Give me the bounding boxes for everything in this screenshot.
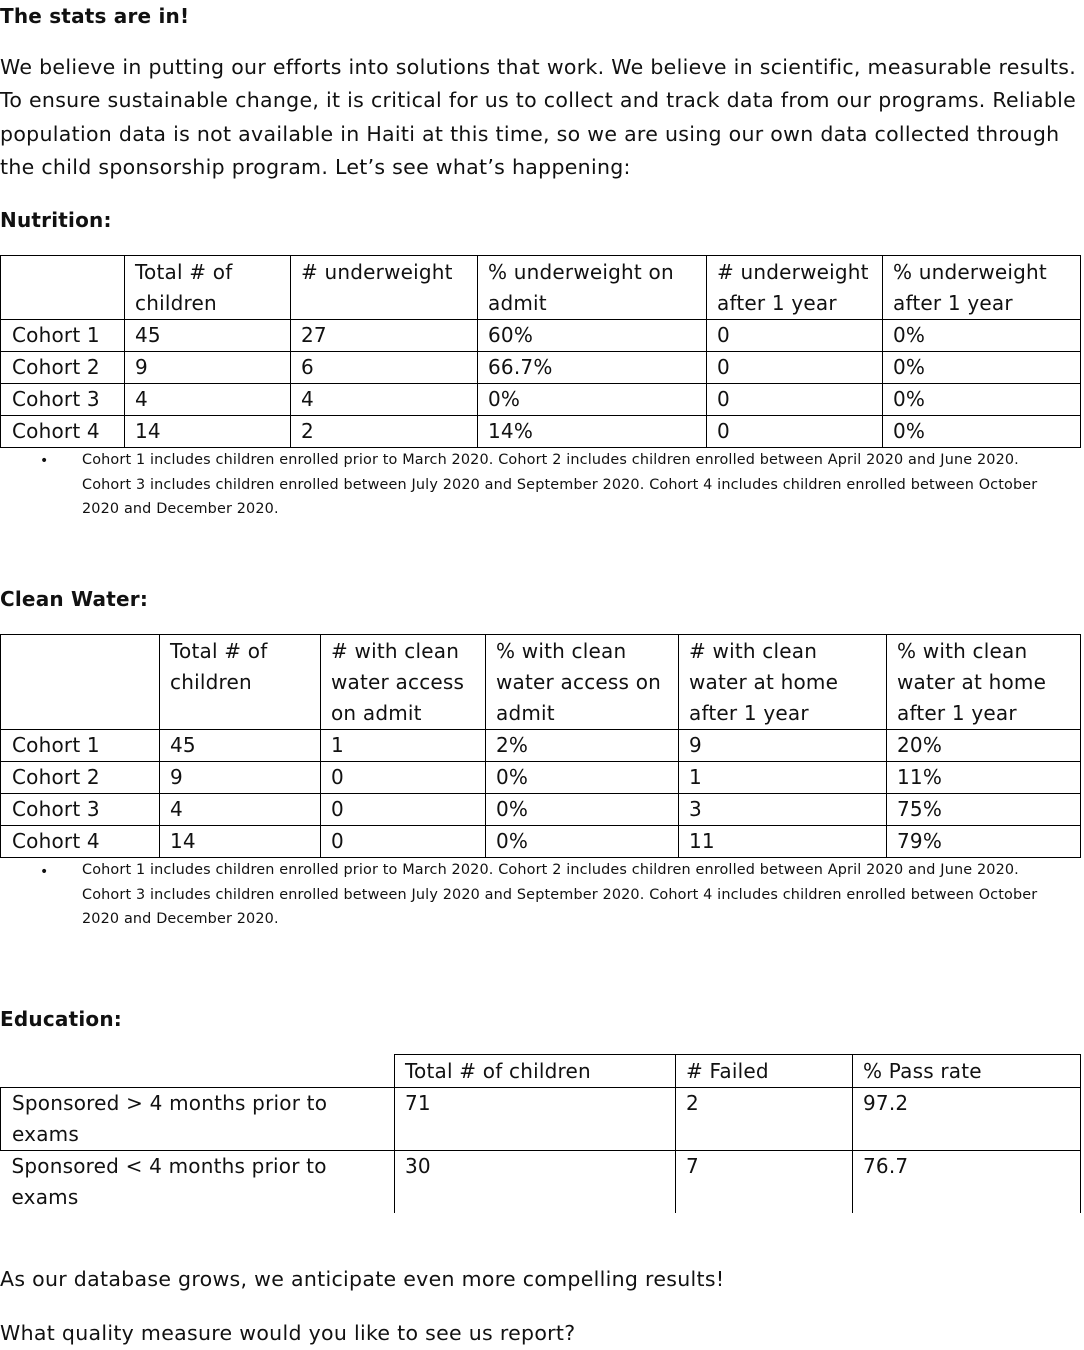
table-header-cell: % Pass rate: [853, 1055, 1081, 1088]
table-row: [1, 384, 1081, 416]
row-label: Cohort 2: [1, 762, 160, 794]
table-cell: 45: [125, 320, 291, 352]
table-row: [1, 762, 1081, 794]
table-cell: 0: [707, 352, 883, 384]
nutrition-heading: Nutrition:: [0, 208, 112, 232]
row-label: Cohort 4: [1, 416, 125, 448]
table-header-row: [1, 256, 1081, 320]
question-paragraph: What quality measure would you like to see us report?: [0, 1321, 576, 1345]
table-cell: 1: [321, 730, 486, 762]
table-header-cell: % underweight on admit: [478, 256, 707, 320]
table-cell: 11: [679, 826, 887, 858]
table-cell: 79%: [887, 826, 1081, 858]
table-row: [1, 1088, 1081, 1151]
table-header-cell: # with clean water at home after 1 year: [679, 635, 887, 730]
table-cell: 76.7: [853, 1151, 1081, 1214]
table-header-cell: [1, 635, 160, 730]
table-cell: 0%: [883, 320, 1081, 352]
table-cell: 2%: [486, 730, 679, 762]
table-cell: 0: [707, 416, 883, 448]
row-label: Sponsored < 4 months prior to exams: [1, 1151, 395, 1214]
row-label: Sponsored > 4 months prior to exams: [1, 1088, 395, 1151]
table-header-cell: [1, 1055, 395, 1088]
water-table: [0, 634, 1081, 858]
table-cell: 71: [395, 1088, 676, 1151]
table-row: [1, 826, 1081, 858]
water-heading: Clean Water:: [0, 587, 149, 611]
table-header-cell: Total # of children: [395, 1055, 676, 1088]
water-footnote: Cohort 1 includes children enrolled prior to March 2020. Cohort 2 includes children enrolled between April 2020 and June 2020. Cohort 3 includes children enrolled between July 2020 and September 2020. Cohort 4 includes children enrolled between October 2020 and December 2020.: [82, 862, 1038, 927]
table-cell: 97.2: [853, 1088, 1081, 1151]
table-cell: 14: [160, 826, 321, 858]
table-cell: 4: [125, 384, 291, 416]
table-cell: 2: [291, 416, 478, 448]
table-header-cell: # underweight: [291, 256, 478, 320]
page-title: The stats are in!: [0, 4, 190, 28]
table-cell: 6: [291, 352, 478, 384]
table-header-cell: # Failed: [676, 1055, 853, 1088]
table-cell: 14%: [478, 416, 707, 448]
table-cell: 30: [395, 1151, 676, 1214]
table-cell: 2: [676, 1088, 853, 1151]
education-table: [0, 1054, 1081, 1213]
table-cell: 20%: [887, 730, 1081, 762]
row-label: Cohort 3: [1, 384, 125, 416]
nutrition-footnote: Cohort 1 includes children enrolled prior to March 2020. Cohort 2 includes children enrolled between April 2020 and June 2020. Cohort 3 includes children enrolled between July 2020 and September 2020. Cohort 4 includes children enrolled between October 2020 and December 2020.: [82, 452, 1038, 517]
table-row: [1, 1151, 1081, 1214]
table-header-row: [1, 635, 1081, 730]
bullet-icon: •: [40, 864, 49, 880]
table-cell: 3: [679, 794, 887, 826]
table-cell: 14: [125, 416, 291, 448]
table-row: [1, 794, 1081, 826]
bullet-icon: •: [40, 453, 49, 469]
table-cell: 11%: [887, 762, 1081, 794]
table-header-cell: Total # of children: [125, 256, 291, 320]
row-label: Cohort 2: [1, 352, 125, 384]
table-cell: 0%: [486, 794, 679, 826]
table-header-cell: % underweight after 1 year: [883, 256, 1081, 320]
table-cell: 0%: [883, 384, 1081, 416]
table-header-cell: # underweight after 1 year: [707, 256, 883, 320]
table-cell: 4: [160, 794, 321, 826]
table-row: [1, 416, 1081, 448]
table-cell: 9: [679, 730, 887, 762]
table-cell: 0%: [478, 384, 707, 416]
table-cell: 9: [160, 762, 321, 794]
table-row: [1, 320, 1081, 352]
table-cell: 0%: [486, 762, 679, 794]
table-cell: 1: [679, 762, 887, 794]
table-cell: 0: [707, 320, 883, 352]
table-cell: 9: [125, 352, 291, 384]
row-label: Cohort 1: [1, 320, 125, 352]
nutrition-table: [0, 255, 1081, 448]
table-header-cell: % with clean water at home after 1 year: [887, 635, 1081, 730]
table-cell: 0%: [883, 416, 1081, 448]
table-cell: 4: [291, 384, 478, 416]
table-cell: 66.7%: [478, 352, 707, 384]
closing-paragraph: As our database grows, we anticipate even more compelling results!: [0, 1267, 725, 1291]
table-header-cell: # with clean water access on admit: [321, 635, 486, 730]
table-cell: 0%: [883, 352, 1081, 384]
table-cell: 27: [291, 320, 478, 352]
table-cell: 0: [321, 794, 486, 826]
row-label: Cohort 1: [1, 730, 160, 762]
table-cell: 0: [707, 384, 883, 416]
table-cell: 7: [676, 1151, 853, 1214]
table-cell: 45: [160, 730, 321, 762]
table-header-row: [1, 1055, 1081, 1088]
table-header-cell: [1, 256, 125, 320]
table-cell: 0: [321, 826, 486, 858]
table-row: [1, 352, 1081, 384]
table-cell: 0: [321, 762, 486, 794]
row-label: Cohort 3: [1, 794, 160, 826]
table-row: [1, 730, 1081, 762]
intro-paragraph: We believe in putting our efforts into solutions that work. We believe in scientific, measurable results. To ensure sustainable change, it is critical for us to collect and track data from our programs. Reliable population data is not available in Haiti at this time, so we are using our own data collected through the child sponsorship program. Let’s see what’s happening:: [0, 55, 1077, 179]
table-header-cell: % with clean water access on admit: [486, 635, 679, 730]
education-heading: Education:: [0, 1007, 122, 1031]
table-cell: 0%: [486, 826, 679, 858]
row-label: Cohort 4: [1, 826, 160, 858]
table-cell: 75%: [887, 794, 1081, 826]
table-header-cell: Total # of children: [160, 635, 321, 730]
table-cell: 60%: [478, 320, 707, 352]
